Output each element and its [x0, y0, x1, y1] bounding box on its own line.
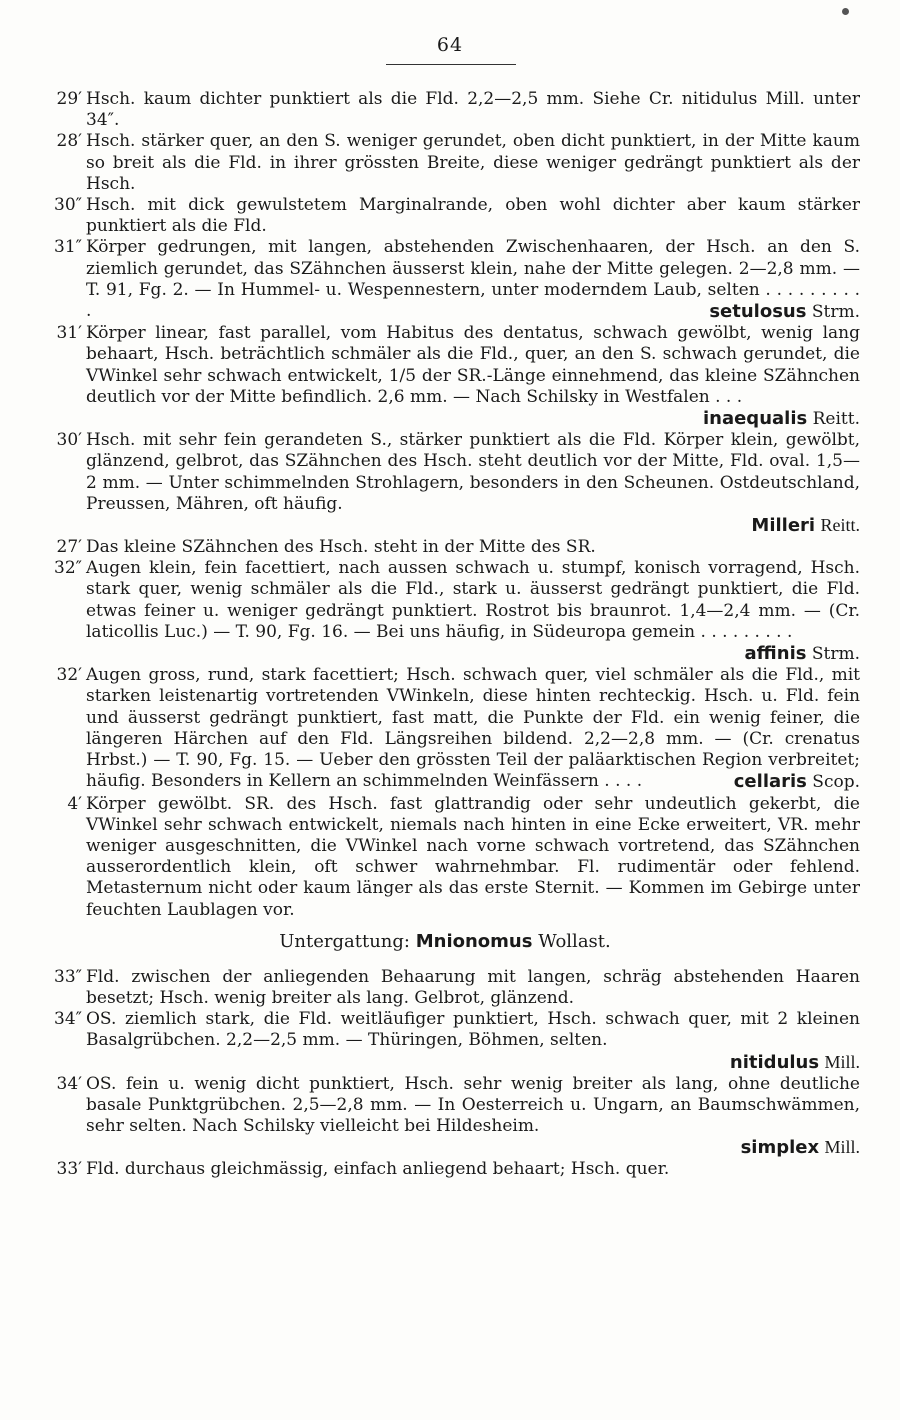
- couplet-number: 34″: [54, 1009, 82, 1030]
- entry-text: Augen gross, rund, stark facettiert; Hsch. schwach quer, viel schmäler als die Fld., mit starken leistenartig vortretenden VWinkeln, diese hinten rechteckig. Hsch. u. Fld. fein und äusserst gedrängt punktiert, fast matt, die Punkte der Fld. ein wenig feiner, die längeren Härchen auf den Fld. Längsreihen bildend. 2,2—2,8 mm. — (Cr. crenatus Hrbst.) — T. 90, Fg. 15. — Ueber den grössten Teil der paläarktischen Region verbreitet; häufig. Besonders in Kellern an schimmelnden Weinfässern . . . .: [86, 665, 860, 792]
- species-name: [86, 1052, 860, 1074]
- couplet-number: 31″: [54, 237, 82, 258]
- entry-text: Hsch. mit dick gewulstetem Marginalrande, oben wohl dichter aber kaum stärker punktiert als die Fld.: [86, 195, 860, 237]
- couplet-number: 27′: [56, 537, 82, 558]
- key-entry: [30, 1159, 860, 1180]
- couplet-number: 32′: [56, 665, 82, 686]
- species-epithet: simplex: [740, 1137, 820, 1159]
- entry-text: Fld. zwischen der anliegenden Behaarung mit langen, schräg abstehenden Haaren besetzt; Hsch. wenig breiter als lang. Gelbrot, glänzend.: [86, 966, 860, 1008]
- species-epithet: affinis: [744, 643, 807, 665]
- species-author: Strm.: [811, 302, 860, 323]
- subgenus-name: Mnionomus: [415, 930, 533, 952]
- key-entries: [30, 89, 860, 1180]
- entry-text: Körper linear, fast parallel, vom Habitus des dentatus, schwach gewölbt, wenig lang behaart, Hsch. beträchtlich schmäler als die Fld., quer, an den S. schwach gerundet, die VWinkel sehr schwach entwickelt, 1/5 der SR.-Länge einnehmend, das kleine SZähnchen deutlich vor der Mitte befindlich. 2,6 mm. — Nach Schilsky in Westfalen . . .: [86, 323, 860, 407]
- key-entry: [30, 131, 860, 195]
- subgenus-heading: [30, 931, 860, 953]
- species-author: Mill.: [824, 1137, 860, 1158]
- key-entry: [30, 430, 860, 537]
- entry-text: Hsch. stärker quer, an den S. weniger gerundet, oben dicht punktiert, in der Mitte kaum so breit als die Fld. in ihrer grössten Breite, diese weniger gedrängt punktiert als der Hsch.: [86, 131, 860, 194]
- species-author: Strm.: [811, 644, 860, 665]
- species-author: Reitt.: [820, 515, 860, 536]
- species-name: [703, 408, 860, 430]
- key-entry: [30, 665, 860, 793]
- subgenus-prefix: Untergattung:: [279, 930, 410, 952]
- entry-text: Körper gedrungen, mit langen, abstehenden Zwischenhaaren, der Hsch. an den S. ziemlich gerundet, das SZähnchen äusserst klein, nahe der Mitte gelegen. 2—2,8 mm. — T. 91, Fg. 2. — In Hummel- u. Wespennestern, unter moderndem Laub, selten . . . . . . . . . .: [86, 237, 860, 322]
- entry-text: OS. fein u. wenig dicht punktiert, Hsch. sehr wenig breiter als lang, ohne deutliche basale Punktgrübchen. 2,5—2,8 mm. — In Oesterreich u. Ungarn, an Baumschwämmen, sehr selten. Nach Schilsky vielleicht bei Hildesheim.: [86, 1073, 860, 1136]
- key-entry: [30, 89, 860, 131]
- page-number: 64: [436, 34, 464, 56]
- couplet-number: 34′: [56, 1073, 82, 1094]
- couplet-number: 33″: [54, 966, 82, 987]
- species-name: [745, 643, 860, 665]
- key-entry: [30, 558, 860, 665]
- key-entry: [30, 794, 860, 921]
- key-entry: [30, 967, 860, 1009]
- key-entry: [30, 1009, 860, 1073]
- key-entry: [30, 1074, 860, 1160]
- header-rule: [386, 64, 516, 65]
- species-epithet: inaequalis: [702, 408, 808, 430]
- species-author: Scop.: [812, 772, 860, 793]
- couplet-number: 4′: [67, 793, 82, 814]
- key-entry: [30, 537, 860, 558]
- entry-text: Körper gewölbt. SR. des Hsch. fast glattrandig oder sehr undeutlich gekerbt, die VWinkel sehr schwach entwickelt, niemals nach hinten in eine Ecke erweitert, VR. mehr weniger ausgeschnitten, die VWinkel nach vorne schwach vortretend, das SZähnchen ausserordentlich klein, oft schwer wahrnehmbar. Fl. rudimentär oder fehlend. Metasternum nicht oder kaum länger als das erste Sternit. — Kommen im Gebirge unter feuchten Laublagen vor.: [86, 793, 860, 920]
- subgenus-author: Wollast.: [538, 930, 611, 952]
- couplet-number: 31′: [56, 323, 82, 344]
- couplet-number: 32″: [54, 558, 82, 579]
- couplet-number: 30″: [54, 195, 82, 216]
- species-name: [86, 515, 860, 537]
- couplet-number: 28′: [56, 131, 82, 152]
- species-name: [86, 1137, 860, 1159]
- ink-speck: [842, 8, 849, 15]
- entry-text: Hsch. mit sehr fein gerandeten S., stärker punktiert als die Fld. Körper klein, gewölbt, glänzend, gelbrot, das SZähnchen des Hsch. steht deutlich vor der Mitte, Fld. oval. 1,5—2 mm. — Unter schimmelnden Strohlagern, besonders in den Scheunen. Ostdeutschland, Preussen, Mähren, oft häufig.: [86, 430, 860, 514]
- species-author: Reitt.: [812, 409, 860, 430]
- species-name: [709, 301, 860, 323]
- entry-text: Augen klein, fein facettiert, nach aussen schwach u. stumpf, konisch vorragend, Hsch. stark quer, wenig schmäler als die Fld., stark u. äusserst gedrängt punktiert, die Fld. etwas feiner u. weniger gedrängt punktiert. Rostrot bis braunrot. 1,4—2,4 mm. — (Cr. laticollis Luc.) — T. 90, Fg. 16. — Bei uns häufig, in Südeuropa gemein . . . . . . . . .: [86, 558, 860, 642]
- entry-text: Das kleine SZähnchen des Hsch. steht in der Mitte des SR.: [86, 537, 596, 558]
- entry-text: Fld. durchaus gleichmässig, einfach anliegend behaart; Hsch. quer.: [86, 1159, 670, 1180]
- entry-text: OS. ziemlich stark, die Fld. weitläufiger punktiert, Hsch. schwach quer, mit 2 kleinen Basalgrübchen. 2,2—2,5 mm. — Thüringen, Böhmen, selten.: [86, 1009, 860, 1051]
- key-entry: [30, 195, 860, 237]
- species-epithet: nitidulus: [729, 1051, 820, 1073]
- couplet-number: 33′: [56, 1159, 82, 1180]
- key-entry: [30, 323, 860, 430]
- couplet-number: 30′: [56, 430, 82, 451]
- entry-text: Hsch. kaum dichter punktiert als die Fld. 2,2—2,5 mm. Siehe Cr. nitidulus Mill. unter 34″.: [86, 89, 860, 131]
- species-epithet: cellaris: [733, 771, 807, 793]
- species-name: [734, 771, 860, 793]
- species-epithet: Milleri: [751, 515, 816, 537]
- couplet-number: 29′: [56, 89, 82, 109]
- key-entry: [30, 237, 860, 323]
- species-author: Mill.: [824, 1051, 860, 1072]
- species-epithet: setulosus: [709, 301, 807, 323]
